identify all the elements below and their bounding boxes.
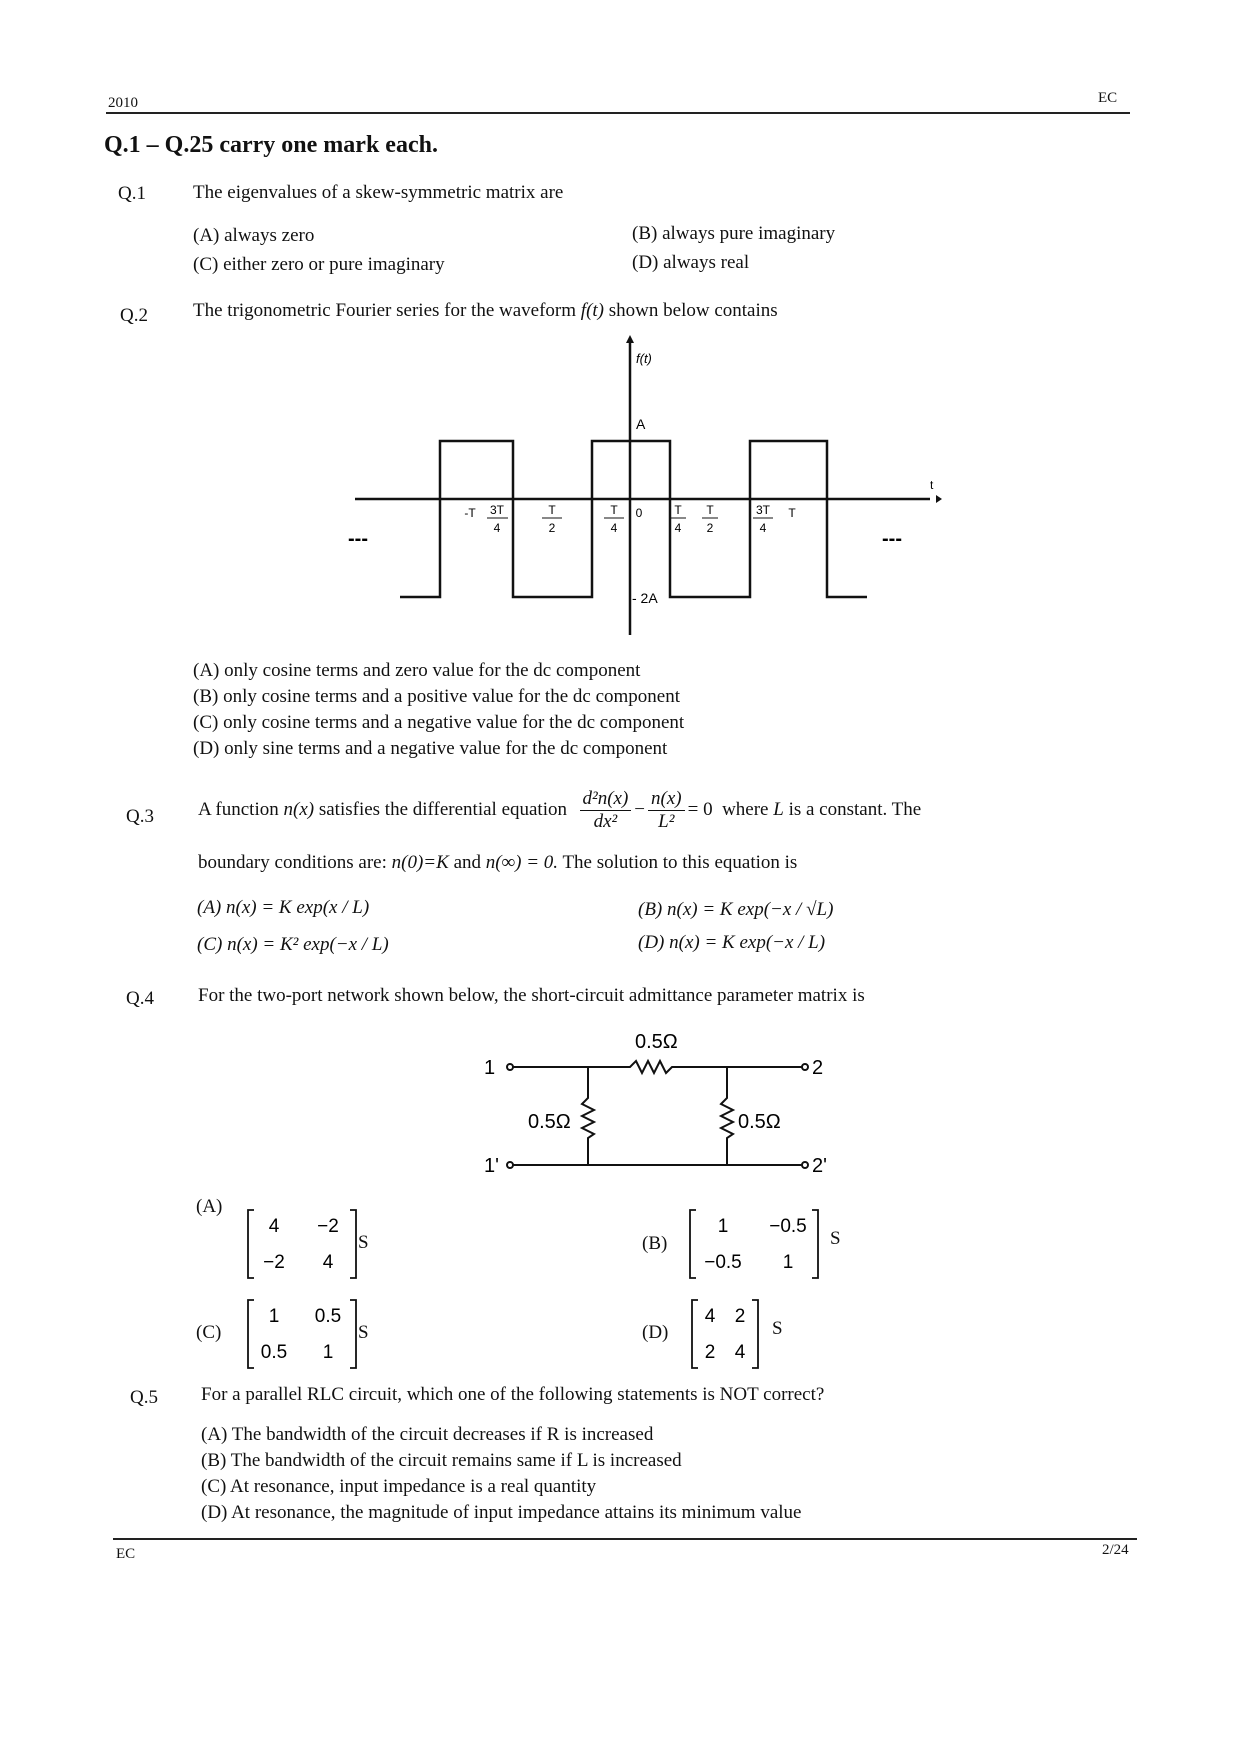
q4-option-d-unit: S — [772, 1318, 783, 1339]
left-bracket — [692, 1300, 698, 1368]
q5-number: Q.5 — [130, 1387, 158, 1408]
left-bracket — [690, 1210, 696, 1278]
cell-22: 4 — [734, 1342, 746, 1363]
right-bracket — [812, 1210, 818, 1278]
q2-waveform-figure — [340, 335, 950, 645]
level-high-label: A — [636, 416, 646, 432]
series-resistor-label: 0.5Ω — [635, 1031, 678, 1053]
q4-option-c-matrix — [246, 1298, 366, 1370]
y-axis-arrow — [626, 335, 634, 343]
port-1p-label: 1' — [484, 1155, 499, 1177]
port-1-label: 1 — [484, 1057, 496, 1079]
left-shunt-resistor — [582, 1067, 594, 1165]
q1-text: The eigenvalues of a skew-symmetric matrix are — [193, 182, 564, 203]
q5-option-d: (D) At resonance, the magnitude of input impedance attains its minimum value — [201, 1502, 802, 1523]
q1-option-a: (A) always zero — [193, 225, 315, 246]
port-2-label: 2 — [812, 1057, 824, 1079]
right-ellipsis: --- — [882, 528, 902, 550]
tick-neg-t4-den: 4 — [610, 521, 618, 535]
q3-eq-minus: − — [634, 799, 646, 820]
cell-21: −0.5 — [704, 1252, 742, 1273]
q4-option-a-unit: S — [358, 1232, 369, 1253]
series-resistor-wire — [513, 1061, 802, 1073]
q3-eq-num1: d²n(x) — [580, 788, 632, 811]
tick-3t4-num: 3T — [755, 503, 771, 517]
tick-neg-t2-num: T — [548, 503, 556, 517]
cell-12: 2 — [734, 1306, 746, 1327]
q2-text — [193, 300, 778, 322]
q3-option-a: (A) n(x) = K exp(x / L) — [197, 897, 370, 918]
q3-option-b: (B) n(x) = K exp(−x / √L) — [638, 899, 834, 920]
header-paper-code: EC — [1098, 90, 1118, 106]
cell-21: 0.5 — [260, 1342, 288, 1363]
q5-text: For a parallel RLC circuit, which one of the following statements is NOT correct? — [201, 1384, 825, 1405]
q3-text-c: where — [722, 799, 769, 820]
q4-option-c-label: (C) — [196, 1322, 222, 1343]
right-shunt-resistor — [721, 1067, 733, 1165]
x-axis-label: t — [930, 478, 934, 492]
q4-option-a-label: (A) — [196, 1196, 223, 1217]
cell-11: 4 — [704, 1306, 716, 1327]
right-resistor-label: 0.5Ω — [738, 1111, 781, 1133]
q3-text-line2 — [198, 852, 797, 874]
q3-eq-den1: dx² — [593, 810, 618, 832]
cell-11: 1 — [268, 1306, 280, 1327]
q3-eq-den2: L² — [658, 810, 675, 832]
q3-func: n(x) — [283, 799, 315, 820]
q3-text-d: is a constant. The — [788, 799, 922, 820]
port-2p-label: 2' — [812, 1155, 827, 1177]
cell-12: 0.5 — [314, 1306, 342, 1327]
q1-option-c: (C) either zero or pure imaginary — [193, 254, 445, 275]
right-bracket — [350, 1210, 356, 1278]
q1-option-d: (D) always real — [632, 252, 750, 273]
left-bracket — [248, 1210, 254, 1278]
port-2p-terminal — [802, 1162, 808, 1168]
cell-11: 4 — [268, 1216, 280, 1237]
q5-option-b: (B) The bandwidth of the circuit remains same if L is increased — [201, 1450, 682, 1471]
q4-number: Q.4 — [126, 988, 154, 1009]
q1-number: Q.1 — [118, 183, 146, 204]
q3-option-d: (D) n(x) = K exp(−x / L) — [638, 932, 826, 953]
q4-option-b-unit: S — [830, 1228, 841, 1249]
tick-3t4-den: 4 — [759, 521, 767, 535]
footer-paper-code: EC — [116, 1546, 136, 1562]
cell-22: 1 — [322, 1342, 334, 1363]
cell-21: −2 — [263, 1252, 285, 1273]
q2-option-b: (B) only cosine terms and a positive value for the dc component — [193, 686, 681, 707]
tick-t2-den: 2 — [706, 521, 714, 535]
tick-neg-t2-den: 2 — [548, 521, 556, 535]
footer-rule — [113, 1538, 1137, 1540]
q2-func: f(t) — [580, 300, 605, 321]
q3-line2-c: The solution to this equation is — [562, 852, 798, 873]
cell-11: 1 — [717, 1216, 729, 1237]
q4-option-b-matrix — [688, 1208, 826, 1280]
right-bracket — [752, 1300, 758, 1368]
q2-option-c: (C) only cosine terms and a negative value for the dc component — [193, 712, 685, 733]
left-bracket — [248, 1300, 254, 1368]
q3-eq-rhs: = 0 — [687, 799, 713, 820]
q3-bc2: n(∞) = 0. — [485, 852, 559, 873]
left-ellipsis: --- — [348, 528, 368, 550]
q3-var-l: L — [773, 799, 784, 820]
q4-option-b-label: (B) — [642, 1233, 668, 1254]
tick-t4-num: T — [674, 503, 682, 517]
q4-circuit-figure — [470, 1020, 850, 1190]
tick-t: T — [788, 506, 796, 520]
tick-neg-t: -T — [464, 506, 476, 520]
q4-option-d-label: (D) — [642, 1322, 669, 1343]
q2-option-d: (D) only sine terms and a negative value for the dc component — [193, 738, 668, 759]
tick-neg-3t4-num: 3T — [489, 503, 505, 517]
tick-zero: 0 — [635, 506, 643, 520]
q3-option-c: (C) n(x) = K² exp(−x / L) — [197, 934, 389, 955]
port-1-terminal — [507, 1064, 513, 1070]
tick-neg-3t4-den: 4 — [493, 521, 501, 535]
cell-12: −0.5 — [769, 1216, 807, 1237]
q3-text-line1 — [198, 780, 921, 840]
q2-option-a: (A) only cosine terms and zero value for the dc component — [193, 660, 641, 681]
q3-text-a: A function — [198, 799, 279, 820]
cell-22: 4 — [322, 1252, 334, 1273]
q3-bc1: n(0)=K — [391, 852, 449, 873]
level-low-label: - 2A — [632, 590, 658, 606]
port-2-terminal — [802, 1064, 808, 1070]
q3-text-b: satisfies the differential equation — [318, 799, 567, 820]
footer-page-number: 2/24 — [1102, 1542, 1129, 1558]
tick-t4-den: 4 — [674, 521, 682, 535]
x-axis-arrow — [936, 495, 942, 503]
q3-fraction-1 — [580, 788, 632, 833]
header-year: 2010 — [108, 95, 138, 111]
port-1p-terminal — [507, 1162, 513, 1168]
right-bracket — [350, 1300, 356, 1368]
q2-text-before: The trigonometric Fourier series for the waveform — [193, 300, 577, 321]
q3-line2-b: and — [453, 852, 481, 873]
cell-22: 1 — [782, 1252, 794, 1273]
q4-option-d-matrix — [690, 1298, 766, 1370]
section-title: Q.1 – Q.25 carry one mark each. — [104, 132, 438, 158]
tick-neg-t4-num: T — [610, 503, 618, 517]
q2-text-after: shown below contains — [608, 300, 778, 321]
y-axis-label: f(t) — [636, 351, 652, 366]
q2-number: Q.2 — [120, 305, 148, 326]
q4-text: For the two-port network shown below, the short-circuit admittance parameter matrix is — [198, 985, 865, 1006]
q4-option-c-unit: S — [358, 1322, 369, 1343]
q3-fraction-2 — [648, 788, 685, 833]
q3-line2-a: boundary conditions are: — [198, 852, 387, 873]
cell-21: 2 — [704, 1342, 716, 1363]
q3-eq-num2: n(x) — [648, 788, 685, 811]
q3-number: Q.3 — [126, 806, 154, 827]
header-rule — [106, 112, 1130, 114]
q4-option-a-matrix — [246, 1208, 366, 1280]
q5-option-c: (C) At resonance, input impedance is a real quantity — [201, 1476, 597, 1497]
cell-12: −2 — [317, 1216, 339, 1237]
tick-t2-num: T — [706, 503, 714, 517]
q5-option-a: (A) The bandwidth of the circuit decreases if R is increased — [201, 1424, 654, 1445]
left-resistor-label: 0.5Ω — [528, 1111, 571, 1133]
q1-option-b: (B) always pure imaginary — [632, 223, 836, 244]
